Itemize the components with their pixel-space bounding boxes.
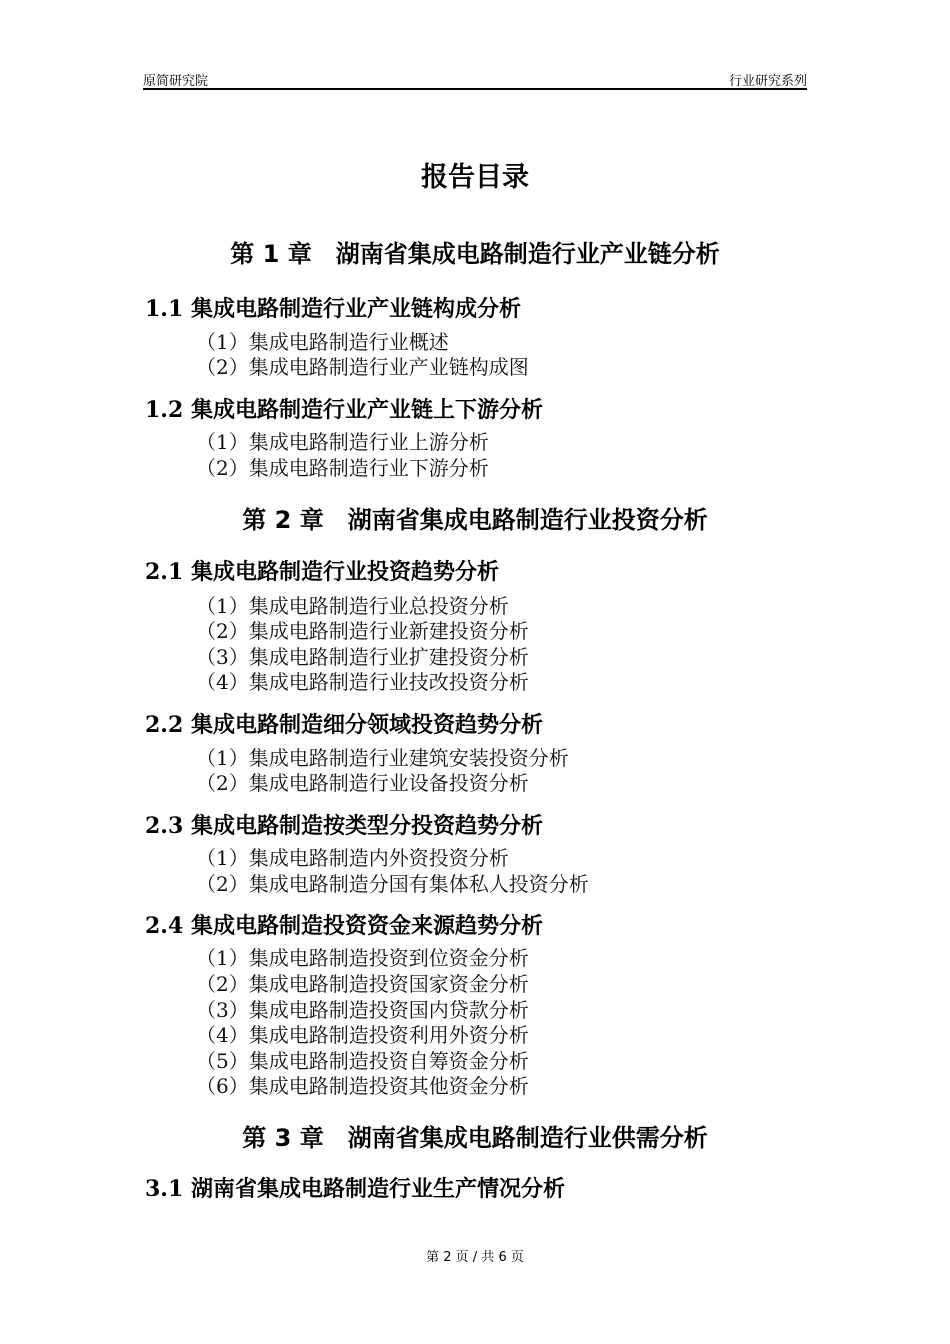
toc-item: （3）集成电路制造行业扩建投资分析 — [196, 645, 529, 669]
page-title: 报告目录 — [421, 162, 529, 193]
section-number: 1.2 — [145, 397, 184, 423]
toc-item: （2）集成电路制造行业设备投资分析 — [196, 771, 529, 795]
section-title: 湖南省集成电路制造行业生产情况分析 — [190, 1177, 565, 1202]
section-2-2-heading — [145, 708, 543, 739]
toc-item: （4）集成电路制造投资利用外资分析 — [196, 1023, 529, 1047]
section-title: 集成电路制造投资资金来源趋势分析 — [190, 914, 543, 939]
section-title: 集成电路制造行业产业链上下游分析 — [190, 398, 543, 423]
section-number: 1.1 — [145, 296, 184, 322]
toc-item: （2）集成电路制造行业产业链构成图 — [196, 355, 529, 379]
toc-item: （1）集成电路制造内外资投资分析 — [196, 846, 509, 870]
page-number-footer: 第 2 页 / 共 6 页 — [426, 1250, 524, 1265]
page-header — [143, 70, 807, 90]
toc-item: （6）集成电路制造投资其他资金分析 — [196, 1074, 529, 1098]
toc-item: （5）集成电路制造投资自筹资金分析 — [196, 1049, 529, 1073]
section-2-3-heading — [145, 809, 543, 840]
header-org-name: 原简研究院 — [143, 74, 209, 89]
header-series-name: 行业研究系列 — [728, 74, 807, 89]
toc-item: （2）集成电路制造行业下游分析 — [196, 456, 489, 480]
section-number: 2.2 — [145, 712, 184, 738]
section-number: 3.1 — [145, 1176, 184, 1202]
toc-item: （3）集成电路制造投资国内贷款分析 — [196, 998, 529, 1022]
section-2-1-heading — [145, 555, 499, 586]
section-title: 集成电路制造按类型分投资趋势分析 — [190, 814, 543, 839]
section-title: 集成电路制造行业产业链构成分析 — [190, 297, 521, 322]
toc-item: （1）集成电路制造行业建筑安装投资分析 — [196, 746, 569, 770]
section-2-4-heading — [145, 909, 543, 940]
toc-item: （2）集成电路制造分国有集体私人投资分析 — [196, 872, 589, 896]
chapter-3-heading: 第 3 章 湖南省集成电路制造行业供需分析 — [242, 1124, 708, 1152]
section-3-1-heading — [145, 1172, 565, 1203]
toc-item: （4）集成电路制造行业技改投资分析 — [196, 670, 529, 694]
chapter-1-heading: 第 1 章 湖南省集成电路制造行业产业链分析 — [230, 240, 720, 268]
chapter-2-heading: 第 2 章 湖南省集成电路制造行业投资分析 — [242, 506, 708, 534]
section-number: 2.3 — [145, 813, 184, 839]
section-title: 集成电路制造行业投资趋势分析 — [190, 560, 499, 585]
section-1-1-heading — [145, 292, 521, 323]
section-1-2-heading — [145, 393, 543, 424]
toc-item: （2）集成电路制造行业新建投资分析 — [196, 619, 529, 643]
section-title: 集成电路制造细分领域投资趋势分析 — [190, 713, 543, 738]
section-number: 2.1 — [145, 559, 184, 585]
toc-item: （1）集成电路制造行业总投资分析 — [196, 594, 509, 618]
section-number: 2.4 — [145, 913, 184, 939]
toc-item: （1）集成电路制造投资到位资金分析 — [196, 946, 529, 970]
toc-item: （1）集成电路制造行业概述 — [196, 330, 449, 354]
toc-item: （1）集成电路制造行业上游分析 — [196, 430, 489, 454]
toc-item: （2）集成电路制造投资国家资金分析 — [196, 972, 529, 996]
